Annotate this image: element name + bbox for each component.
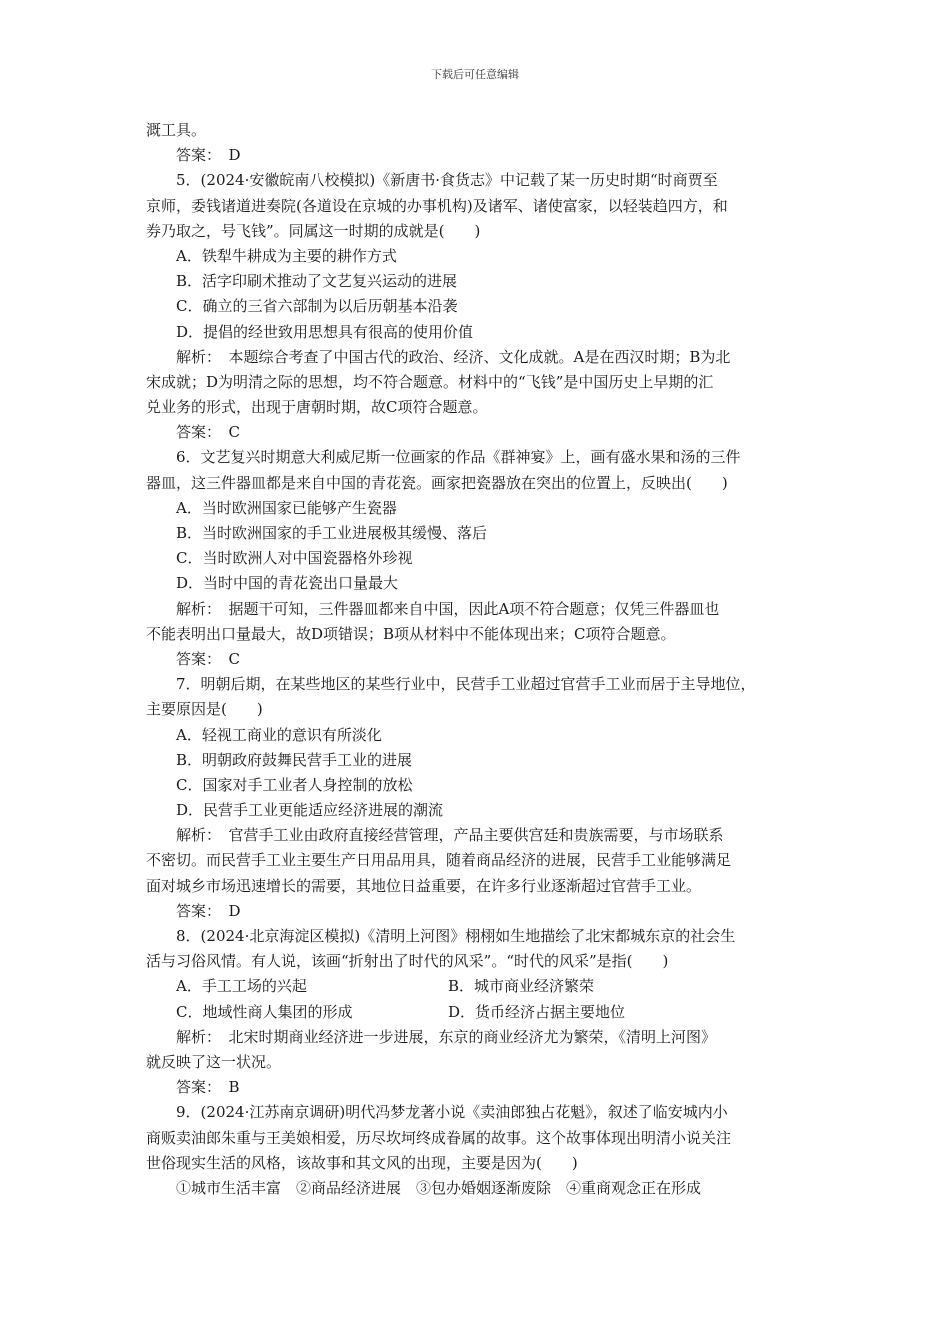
text-line: 就反映了这一状况。 [146, 1052, 282, 1071]
option-a: A．当时欧洲国家已能够产生瓷器 [176, 498, 397, 517]
text-line: 世俗现实生活的风格，该故事和其文风的出现，主要是因为( ) [146, 1153, 578, 1172]
option-a: A．铁犁牛耕成为主要的耕作方式 [176, 246, 397, 265]
option-b: B．明朝政府鼓舞民营手工业的进展 [176, 750, 413, 769]
analysis-line: 解析： 据题干可知，三件器皿都来自中国，因此A项不符合题意；仅凭三件器皿也 [176, 599, 720, 618]
text-line: 不能表明出口量最大，故D项错误；B项从材料中不能体现出来；C项符合题意。 [146, 624, 676, 643]
option-d: D．提倡的经世致用思想具有很高的使用价值 [176, 322, 474, 341]
option-d: D．民营手工业更能适应经济进展的潮流 [176, 801, 444, 820]
answer-line: 答案： D [176, 901, 241, 920]
text-line: 不密切。而民营手工业主要生产日用品用具，随着商品经济的进展，民营手工业能够满足 [146, 851, 732, 870]
text-line: 宋成就；D为明清之际的思想，均不符合题意。材料中的“飞钱”是中国历史上早期的汇 [146, 372, 714, 391]
text-line: 溉工具。 [146, 121, 207, 139]
text-line: 面对城乡市场迅速增长的需要，其地位日益重要，在许多行业逐渐超过官营手工业。 [146, 876, 702, 895]
answer-line: 答案： C [176, 649, 240, 668]
option-c: C．国家对手工业者人身控制的放松 [176, 775, 413, 794]
analysis-line: 解析： 北宋时期商业经济进一步进展，东京的商业经济尤为繁荣，《清明上河图》 [176, 1027, 717, 1046]
page-header: 下载后可任意编辑 [431, 68, 519, 81]
options-row [146, 1000, 806, 1025]
option-b: B．当时欧洲国家的手工业进展极其缓慢、落后 [176, 524, 488, 542]
answer-line: 答案： C [176, 423, 240, 442]
analysis-line: 解析： 官营手工业由政府直接经营管理，产品主要供宫廷和贵族需要，与市场联系 [176, 826, 724, 845]
question-5: 5．(2024·安徽皖南八校模拟)《新唐书·食货志》中记载了某一历史时期“时商贾至 [176, 171, 718, 190]
answer-line: 答案： B [176, 1078, 240, 1097]
text-line: 兑业务的形式，出现于唐朝时期，故C项符合题意。 [146, 398, 488, 417]
option-d: D．当时中国的青花瓷出口量最大 [176, 574, 399, 593]
question-9: 9．(2024·江苏南京调研)明代冯梦龙著小说《卖油郎独占花魁》，叙述了临安城内小 [176, 1103, 728, 1122]
option-b: B．活字印刷术推动了文艺复兴运动的进展 [176, 272, 458, 291]
document-body [146, 118, 806, 1201]
option-a: A．轻视工商业的意识有所淡化 [176, 725, 382, 744]
text-line: 京师，委钱诸道进奏院(各道设在京城的办事机构)及诸军、诸使富家，以轻装趋四方，和 [146, 196, 728, 215]
text-line: 器皿，这三件器皿都是来自中国的青花瓷。画家把瓷器放在突出的位置上，反映出( ) [146, 473, 728, 492]
text-line: 活与习俗风情。有人说，该画“折射出了时代的风采”。“时代的风采”是指( ) [146, 952, 669, 971]
question-6: 6．文艺复兴时期意大利威尼斯一位画家的作品《群神宴》上，画有盛水果和汤的三件 [176, 448, 741, 467]
answer-line: 答案： D [176, 146, 241, 165]
option-d: D．货币经济占据主要地位 [448, 1002, 626, 1021]
option-c: C．确立的三省六部制为以后历朝基本沿袭 [176, 297, 458, 316]
text-line: 券乃取之，号飞钱”。同属这一时期的成就是( ) [146, 221, 481, 240]
option-c: C．地域性商人集团的形成 [176, 1002, 353, 1021]
question-8: 8．(2024·北京海淀区模拟)《清明上河图》栩栩如生地描绘了北宋都城东京的社会生 [176, 927, 736, 945]
option-b: B．城市商业经济繁荣 [448, 977, 595, 996]
text-line: 主要原因是( ) [146, 700, 263, 719]
options-row [146, 974, 806, 999]
text-line: 商贩卖油郎朱重与王美娘相爱，历尽坎坷终成眷属的故事。这个故事体现出明清小说关注 [146, 1128, 732, 1147]
option-a: A．手工工场的兴起 [176, 977, 307, 996]
option-c: C．当时欧洲人对中国瓷器格外珍视 [176, 549, 413, 568]
choices-line: ①城市生活丰富 ②商品经济进展 ③包办婚姻逐渐废除 ④重商观念正在形成 [176, 1178, 702, 1197]
analysis-line: 解析： 本题综合考查了中国古代的政治、经济、文化成就。A是在西汉时期；B为北 [176, 347, 731, 366]
question-7: 7．明朝后期，在某些地区的某些行业中，民营手工业超过官营手工业而居于主导地位， [176, 675, 756, 694]
